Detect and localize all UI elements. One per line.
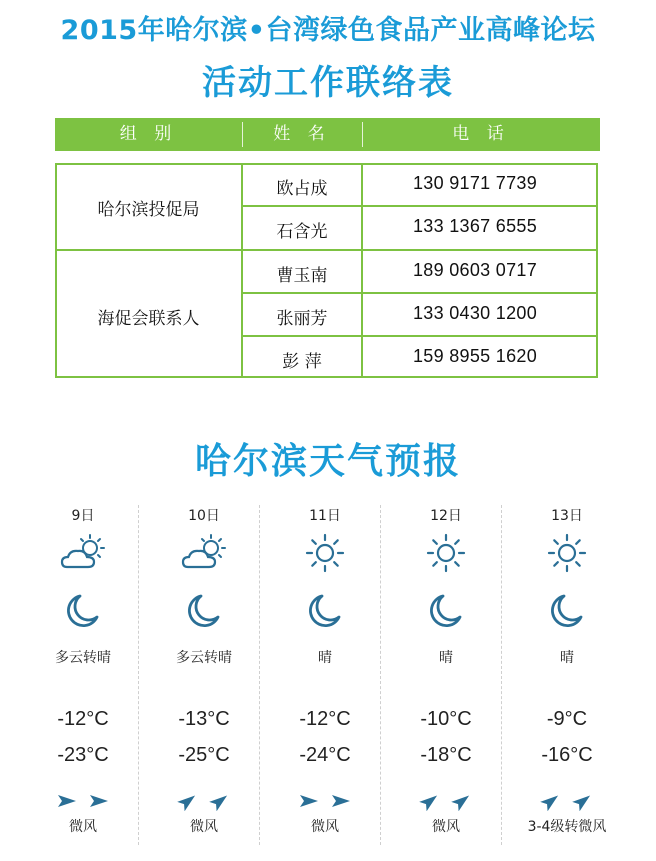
group-name-1: 哈尔滨投促局 — [97, 200, 200, 220]
moon-icon — [550, 593, 584, 629]
header-name: 姓 名 — [273, 124, 331, 144]
forecast-day — [386, 495, 506, 845]
forecast-low-temp: -25°C — [178, 744, 230, 766]
forecast-high-temp: -12°C — [299, 708, 351, 730]
forecast-high-temp: -10°C — [420, 708, 472, 730]
forecast-condition: 晴 — [439, 650, 453, 666]
forecast-high-temp: -9°C — [546, 708, 588, 730]
forecast-wind: 微风 — [311, 819, 339, 835]
partly-cloudy-icon — [59, 533, 107, 573]
contact-table-header — [55, 118, 600, 151]
forecast-date: 11日 — [309, 508, 341, 524]
forecast-condition: 晴 — [560, 650, 574, 666]
forecast-day — [265, 495, 385, 845]
sun-icon — [422, 533, 470, 573]
person-name: 彭 萍 — [282, 352, 322, 372]
forecast-wind: 微风 — [432, 819, 460, 835]
forecast-day — [507, 495, 627, 845]
forecast-high-temp: -13°C — [178, 708, 230, 730]
partly-cloudy-icon — [180, 533, 228, 573]
forecast-condition: 多云转晴 — [176, 650, 232, 666]
person-name: 曹玉南 — [276, 266, 328, 286]
person-name: 张丽芳 — [276, 309, 328, 329]
wind-direction-icon — [53, 791, 113, 811]
forecast-wind: 3-4级转微风 — [527, 819, 607, 835]
person-name: 欧占成 — [276, 179, 328, 199]
wind-direction-icon — [295, 791, 355, 811]
title-line1: 2015年哈尔滨•台湾绿色食品产业高峰论坛 — [60, 15, 596, 46]
forecast-high-temp: -12°C — [57, 708, 109, 730]
moon-icon — [66, 593, 100, 629]
forecast-low-temp: -23°C — [57, 744, 109, 766]
forecast-low-temp: -16°C — [541, 744, 593, 766]
phone-number: 133 1367 6555 — [413, 216, 538, 236]
phone-number: 159 8955 1620 — [413, 346, 538, 366]
forecast-condition: 晴 — [318, 650, 332, 666]
phone-number: 189 0603 0717 — [413, 260, 538, 280]
forecast-low-temp: -24°C — [299, 744, 351, 766]
moon-icon — [187, 593, 221, 629]
sun-icon — [301, 533, 349, 573]
forecast-wind: 微风 — [190, 819, 218, 835]
forecast-day — [23, 495, 143, 845]
forecast-date: 9日 — [71, 508, 95, 524]
forecast-date: 10日 — [188, 508, 220, 524]
wind-direction-icon — [537, 791, 597, 811]
forecast-condition: 多云转晴 — [55, 650, 111, 666]
sun-icon — [543, 533, 591, 573]
contact-table — [55, 118, 600, 380]
forecast-date: 12日 — [430, 508, 462, 524]
forecast-date: 13日 — [551, 508, 583, 524]
title-line2: 活动工作联络表 — [202, 63, 454, 103]
forecast-title: 哈尔滨天气预报 — [194, 441, 461, 482]
phone-number: 133 0430 1200 — [413, 303, 538, 323]
phone-number: 130 9171 7739 — [413, 173, 538, 193]
group-name-2: 海促会联系人 — [97, 309, 200, 329]
forecast-wind: 微风 — [69, 819, 97, 835]
header-phone: 电 话 — [452, 124, 510, 144]
forecast-day — [144, 495, 264, 845]
moon-icon — [429, 593, 463, 629]
moon-icon — [308, 593, 342, 629]
header-group: 组 别 — [119, 124, 178, 144]
person-name: 石含光 — [276, 222, 328, 242]
forecast-low-temp: -18°C — [420, 744, 472, 766]
wind-direction-icon — [416, 791, 476, 811]
wind-direction-icon — [174, 791, 234, 811]
